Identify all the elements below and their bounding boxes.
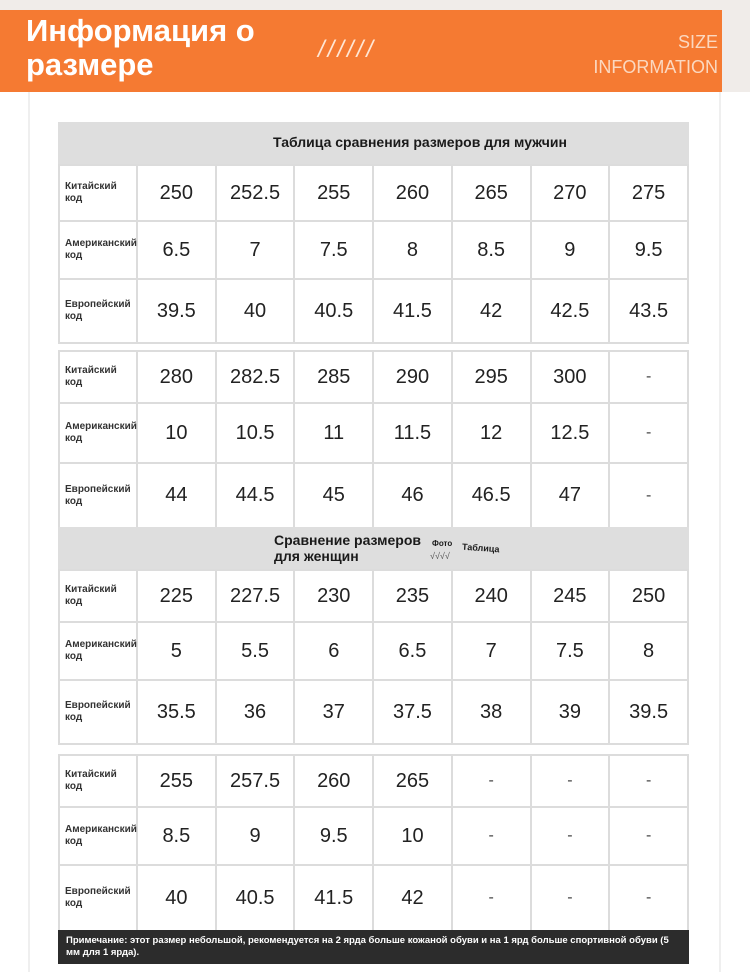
- size-cell: 6.5: [373, 622, 452, 680]
- photo-label: Фото: [432, 539, 453, 548]
- size-cell: 41.5: [294, 865, 373, 931]
- header-english-caption: [593, 30, 718, 80]
- frame-left-line: [28, 92, 30, 972]
- row-label: Китайский код: [59, 165, 137, 221]
- size-cell: -: [452, 807, 531, 865]
- size-cell: 275: [609, 165, 688, 221]
- size-cell: 43.5: [609, 279, 688, 343]
- size-cell: 250: [609, 570, 688, 622]
- size-cell: -: [609, 463, 688, 528]
- size-cell: 252.5: [216, 165, 295, 221]
- size-cell: 44.5: [216, 463, 295, 528]
- size-cell: -: [531, 865, 610, 931]
- table-row: [59, 463, 688, 528]
- row-label: Европейский код: [59, 463, 137, 528]
- table-row: [59, 221, 688, 279]
- size-cell: 290: [373, 351, 452, 403]
- men-size-table-2: [58, 350, 689, 529]
- row-label: Американский код: [59, 622, 137, 680]
- size-cell: 10: [373, 807, 452, 865]
- size-note: Примечание: этот размер небольшой, рекомендуется на 2 ярда больше кожаной обуви и на 1 ярд больше спортивной обуви (5 мм для 1 ярда).: [58, 930, 689, 964]
- size-cell: 37: [294, 680, 373, 744]
- size-cell: -: [609, 865, 688, 931]
- size-cell: 7: [452, 622, 531, 680]
- size-cell: 12: [452, 403, 531, 463]
- size-cell: 9: [531, 221, 610, 279]
- size-cell: 12.5: [531, 403, 610, 463]
- size-cell: -: [609, 755, 688, 807]
- men-table-title-bar: [58, 122, 689, 164]
- size-cell: 39.5: [609, 680, 688, 744]
- size-cell: 270: [531, 165, 610, 221]
- size-cell: 39.5: [137, 279, 216, 343]
- size-cell: 255: [294, 165, 373, 221]
- size-cell: 7.5: [294, 221, 373, 279]
- women-size-table-1: [58, 569, 689, 745]
- table-row: [59, 351, 688, 403]
- size-cell: 44: [137, 463, 216, 528]
- size-cell: 35.5: [137, 680, 216, 744]
- checkmark-ticks: √√√√: [430, 551, 450, 561]
- table-label: Таблица: [461, 541, 500, 555]
- size-cell: 10: [137, 403, 216, 463]
- size-cell: 245: [531, 570, 610, 622]
- size-cell: 9.5: [609, 221, 688, 279]
- row-label: Китайский код: [59, 570, 137, 622]
- table-row: [59, 755, 688, 807]
- size-cell: -: [531, 807, 610, 865]
- size-cell: 42: [373, 865, 452, 931]
- size-cell: 9: [216, 807, 295, 865]
- size-cell: 300: [531, 351, 610, 403]
- size-cell: 9.5: [294, 807, 373, 865]
- size-cell: 8.5: [137, 807, 216, 865]
- size-cell: 260: [373, 165, 452, 221]
- size-cell: 7: [216, 221, 295, 279]
- size-cell: 46.5: [452, 463, 531, 528]
- size-cell: -: [452, 865, 531, 931]
- page-title: Информация о размере: [26, 13, 255, 82]
- women-table-title-bar: [58, 527, 689, 569]
- size-cell: 250: [137, 165, 216, 221]
- header-english-line1: SIZE: [677, 32, 718, 52]
- size-cell: 40.5: [294, 279, 373, 343]
- size-cell: 265: [452, 165, 531, 221]
- size-cell: 42.5: [531, 279, 610, 343]
- size-cell: 37.5: [373, 680, 452, 744]
- size-cell: 40.5: [216, 865, 295, 931]
- size-cell: 39: [531, 680, 610, 744]
- table-row: [59, 865, 688, 931]
- size-cell: 227.5: [216, 570, 295, 622]
- size-cell: -: [531, 755, 610, 807]
- size-cell: 260: [294, 755, 373, 807]
- size-cell: 265: [373, 755, 452, 807]
- row-label: Китайский код: [59, 755, 137, 807]
- table-row: [59, 622, 688, 680]
- frame-right-line: [719, 92, 721, 972]
- size-cell: 10.5: [216, 403, 295, 463]
- size-cell: 5: [137, 622, 216, 680]
- men-table-title: Таблица сравнения размеров для мужчин: [273, 134, 567, 150]
- size-cell: 280: [137, 351, 216, 403]
- size-cell: 295: [452, 351, 531, 403]
- table-row: [59, 165, 688, 221]
- size-cell: -: [452, 755, 531, 807]
- decorative-slashes: //////: [318, 36, 377, 63]
- women-table-title: [274, 532, 434, 564]
- row-label: Европейский код: [59, 680, 137, 744]
- table-row: [59, 680, 688, 744]
- size-cell: -: [609, 807, 688, 865]
- header-banner: [0, 0, 750, 92]
- size-cell: 45: [294, 463, 373, 528]
- size-cell: 7.5: [531, 622, 610, 680]
- size-cell: 40: [137, 865, 216, 931]
- row-label: Американский код: [59, 221, 137, 279]
- size-cell: 230: [294, 570, 373, 622]
- size-cell: -: [609, 351, 688, 403]
- table-row: [59, 279, 688, 343]
- size-cell: 8.5: [452, 221, 531, 279]
- size-cell: 36: [216, 680, 295, 744]
- row-label: Европейский код: [59, 865, 137, 931]
- size-cell: 11.5: [373, 403, 452, 463]
- size-cell: 38: [452, 680, 531, 744]
- size-cell: 257.5: [216, 755, 295, 807]
- size-cell: -: [609, 403, 688, 463]
- women-title-text: Сравнение размеров для женщин: [274, 532, 422, 564]
- size-cell: 6.5: [137, 221, 216, 279]
- table-row: [59, 403, 688, 463]
- size-cell: 42: [452, 279, 531, 343]
- row-label: Китайский код: [59, 351, 137, 403]
- table-row: [59, 570, 688, 622]
- size-cell: 41.5: [373, 279, 452, 343]
- size-cell: 5.5: [216, 622, 295, 680]
- row-label: Американский код: [59, 403, 137, 463]
- table-row: [59, 807, 688, 865]
- size-cell: 47: [531, 463, 610, 528]
- size-cell: 46: [373, 463, 452, 528]
- size-cell: 8: [609, 622, 688, 680]
- men-size-table-1: [58, 164, 689, 344]
- row-label: Американский код: [59, 807, 137, 865]
- size-cell: 8: [373, 221, 452, 279]
- size-cell: 255: [137, 755, 216, 807]
- row-label: Европейский код: [59, 279, 137, 343]
- size-cell: 240: [452, 570, 531, 622]
- women-size-table-2: [58, 754, 689, 932]
- size-cell: 285: [294, 351, 373, 403]
- size-cell: 282.5: [216, 351, 295, 403]
- header-english-line2: INFORMATION: [593, 57, 718, 77]
- size-cell: 235: [373, 570, 452, 622]
- size-cell: 40: [216, 279, 295, 343]
- size-cell: 225: [137, 570, 216, 622]
- size-cell: 11: [294, 403, 373, 463]
- size-cell: 6: [294, 622, 373, 680]
